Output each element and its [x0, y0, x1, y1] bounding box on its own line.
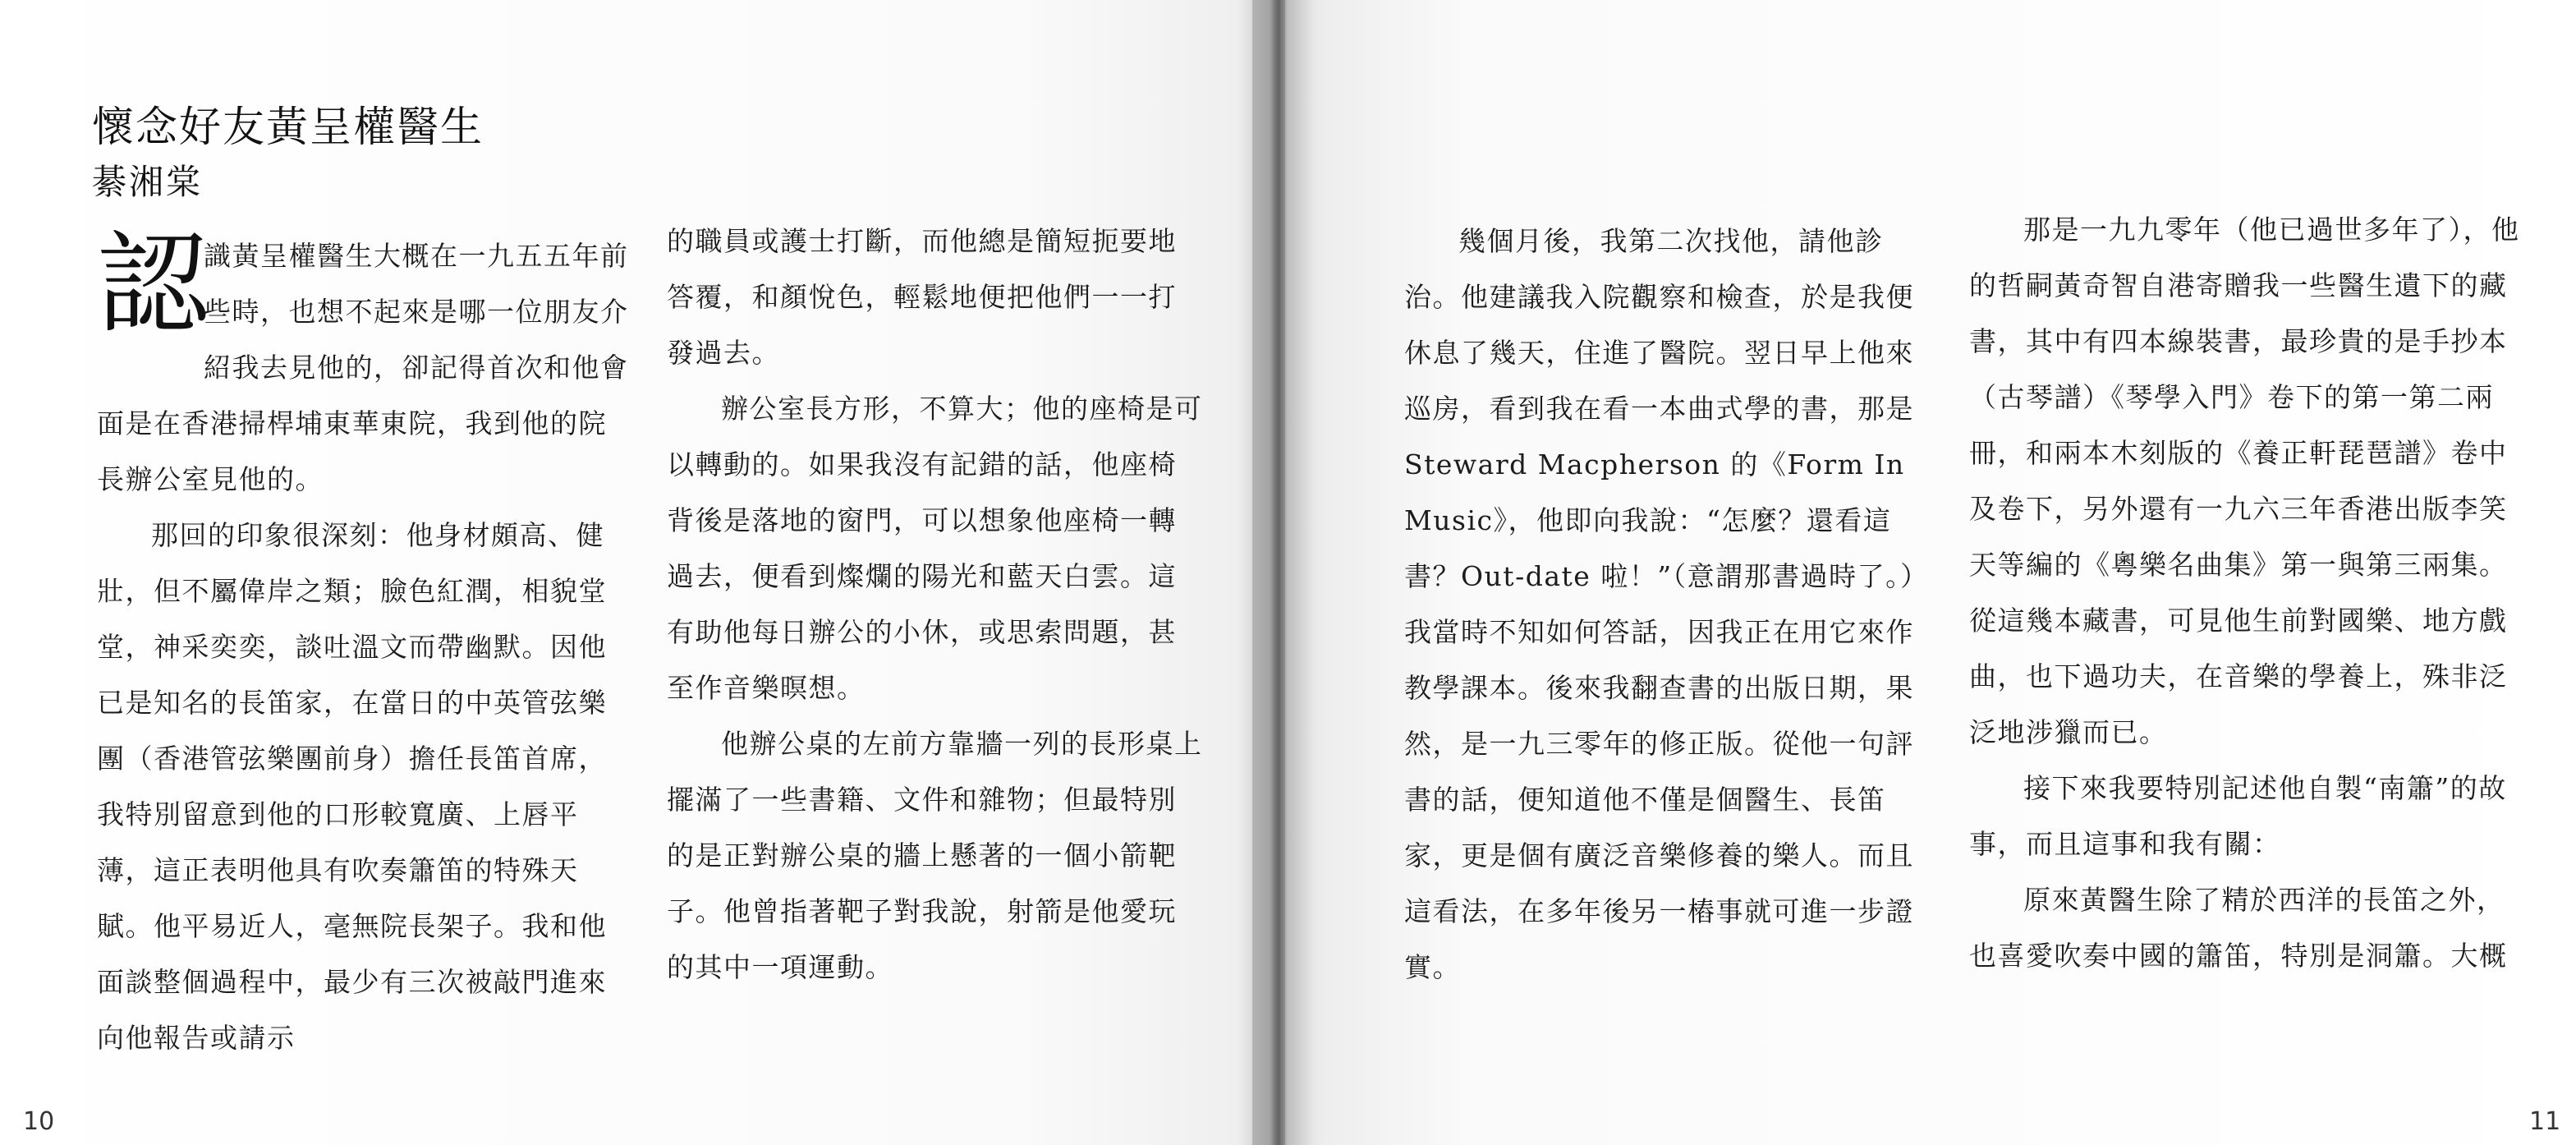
paragraph: 的職員或護士打斷，而他總是簡短扼要地答覆，和顏悅色，輕鬆地便把他們一一打發過去。: [667, 225, 1177, 369]
left-column-2: [667, 214, 1204, 996]
paragraph: 那回的印象很深刻：他身材頗高、健壯，但不屬偉岸之類；臉色紅潤，相貌堂堂，神采奕奕，談吐溫文而帶幽默。因他已是知名的長笛家，在當日的中英管弦樂團（香港管弦樂團前身）擔任長笛首席，我特別留意到他的口形較寬廣、上唇平薄，這正表明他具有吹奏簫笛的特殊天賦。他平易近人，毫無院長架子。我和他面談整個過程中，最少有三次被敲門進來向他報告或請示: [97, 519, 607, 1054]
drop-cap: 認: [97, 220, 210, 350]
page-number-left: 10: [23, 1107, 55, 1136]
page-number-right: 11: [2529, 1107, 2561, 1136]
paragraph: 原來黃醫生除了精於西洋的長笛之外，也喜愛吹奏中國的簫笛，特別是洞簫。大概: [1969, 884, 2508, 972]
paragraph: 幾個月後，我第二次找他，請他診治。他建議我入院觀察和檢查，於是我便休息了幾天，住進了醫院。翌日早上他來巡房，看到我在看一本曲式學的書，那是 Steward Macpherson 的《Form In Music》，他即向我說：“怎麼？還看這書？Out-date 啦！”（意謂那書過時了。）我當時不知如何答話，因我正在用它來作教學課本。後來我翻查書的出版日期，果然，是一九三零年的修正版。從他一句評書的話，便知道他不僅是個醫生、長笛家，更是個有廣泛音樂修養的樂人。而且這看法，在多年後另一樁事就可進一步證實。: [1404, 225, 1929, 983]
paragraph: 辦公室長方形，不算大；他的座椅是可以轉動的。如果我沒有記錯的話，他座椅背後是落地的窗門，可以想象他座椅一轉過去，便看到燦爛的陽光和藍天白雲。這有助他每日辦公的小休，或思索問題，甚至作音樂暝想。: [667, 393, 1203, 704]
article-author: 綦湘棠: [92, 162, 204, 202]
article-title: 懷念好友黃呈權醫生: [92, 103, 484, 152]
paragraph: 接下來我要特別記述他自製“南簫”的故事，而且這事和我有關：: [1969, 772, 2507, 860]
gutter-shadow: [1252, 0, 1285, 1145]
left-column-1: [97, 220, 631, 1066]
paragraph: 識黃呈權醫生大概在一九五五年前些時，也想不起來是哪一位朋友介紹我去見他的，卻記得首次和他會面是在香港掃桿埔東華東院，我到他的院長辦公室見他的。: [97, 240, 629, 495]
right-page: [1273, 0, 2576, 1145]
left-page: [0, 0, 1273, 1145]
right-column-2: [1969, 202, 2528, 984]
paragraph: 他辦公桌的左前方靠牆一列的長形桌上擺滿了一些書籍、文件和雜物；但最特別的是正對辦公桌的牆上懸著的一個小箭靶子。他曾指著靶子對我說，射箭是他愛玩的其中一項運動。: [667, 728, 1203, 983]
right-column-1: [1404, 214, 1938, 996]
paragraph: 那是一九九零年（他已過世多年了），他的哲嗣黃奇智自港寄贈我一些醫生遺下的藏書，其中有四本線裝書，最珍貴的是手抄本（古琴譜）《琴學入門》卷下的第一第二兩冊，和兩本木刻版的《養正軒琵琶譜》卷中及卷下，另外還有一九六三年香港出版李笑天等編的《粵樂名曲集》第一與第三兩集。從這幾本藏書，可見他生前對國樂、地方戲曲，也下過功夫，在音樂的學養上，殊非泛泛地涉獵而已。: [1969, 214, 2520, 748]
